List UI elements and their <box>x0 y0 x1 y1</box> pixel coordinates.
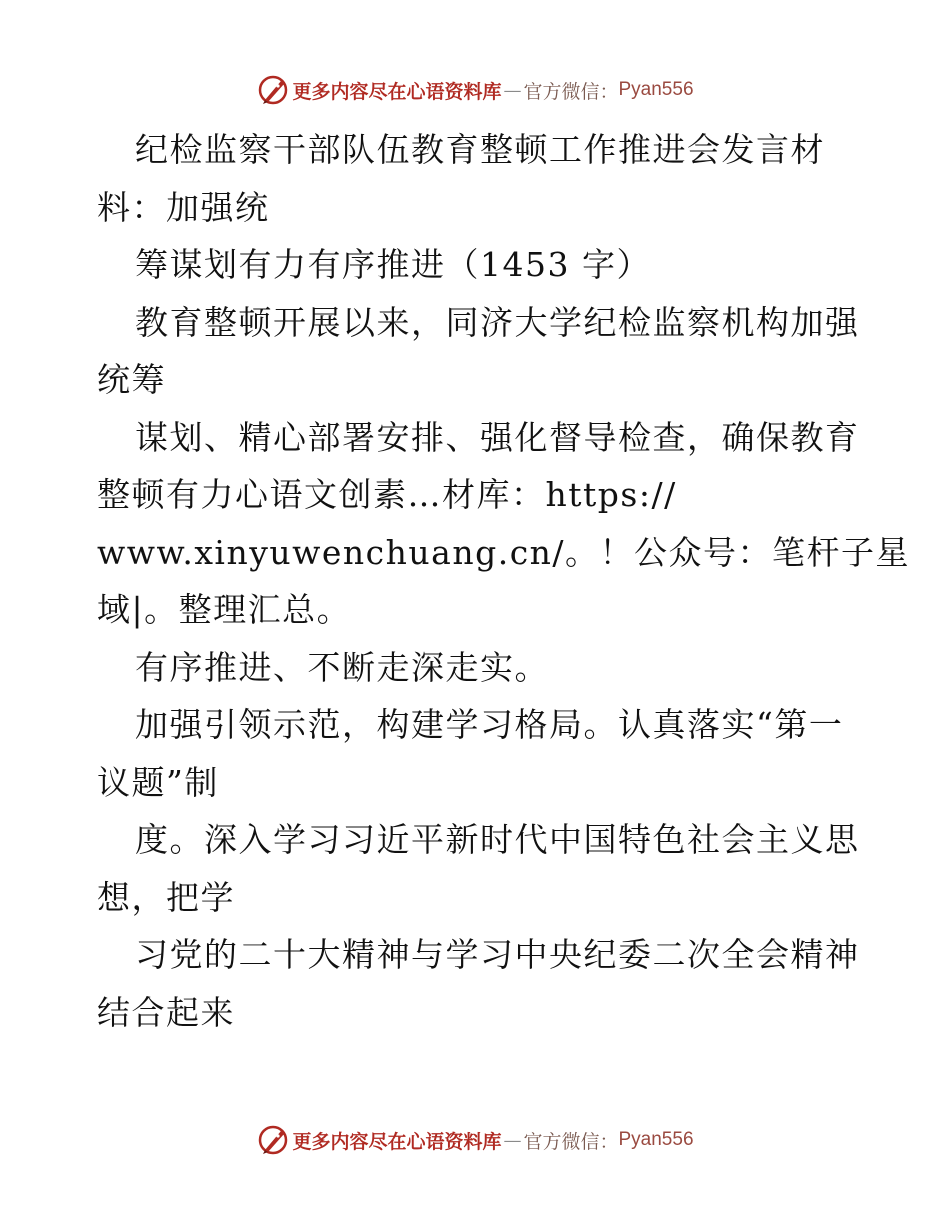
footer-banner <box>0 1122 950 1158</box>
text-line: 筹谋划有力有序推进（1453 字） <box>135 245 651 284</box>
banner-main-text: 更多内容尽在心语资料库 <box>292 80 502 103</box>
text-line: 习党的二十大精神与学习中央纪委二次全会精神 <box>135 935 860 974</box>
text-line: 加强引领示范，构建学习格局。认真落实“第一 <box>135 705 844 744</box>
banner-wechat-id: Pyan556 <box>618 1129 694 1150</box>
text-line: 教育整顿开展以来，同济大学纪检监察机构加强 <box>135 303 860 342</box>
text-line: 整顿有力心语文创素…材库：https:// <box>97 475 677 514</box>
text-line: 纪检监察干部队伍教育整顿工作推进会发言材 <box>135 130 825 169</box>
banner-main-text: 更多内容尽在心语资料库 <box>292 1130 502 1153</box>
banner-dash: — <box>503 1129 522 1151</box>
text-line: 度。深入学习习近平新时代中国特色社会主义思 <box>135 820 860 859</box>
text-line: www.xinyuwenchuang.cn/。！公众号：笔杆子星 <box>97 533 911 572</box>
text-line: 域|。整理汇总。 <box>97 590 352 629</box>
text-line: 结合起来 <box>97 993 235 1032</box>
banner-wechat-id: Pyan556 <box>618 79 694 100</box>
pen-logo-icon <box>256 73 290 107</box>
text-line: 有序推进、不断走深走实。 <box>135 648 549 687</box>
text-line: 谋划、精心部署安排、强化督导检查，确保教育 <box>135 418 860 457</box>
banner-sub-text: 官方微信： <box>523 1130 619 1153</box>
text-line: 议题”制 <box>97 763 219 802</box>
text-line: 统筹 <box>97 360 166 399</box>
pen-logo-icon <box>256 1123 290 1157</box>
text-line: 想，把学 <box>97 878 235 917</box>
banner-sub-text: 官方微信： <box>523 80 619 103</box>
banner-dash: — <box>503 79 522 101</box>
header-banner <box>0 72 950 108</box>
text-line: 料：加强统 <box>97 188 270 227</box>
